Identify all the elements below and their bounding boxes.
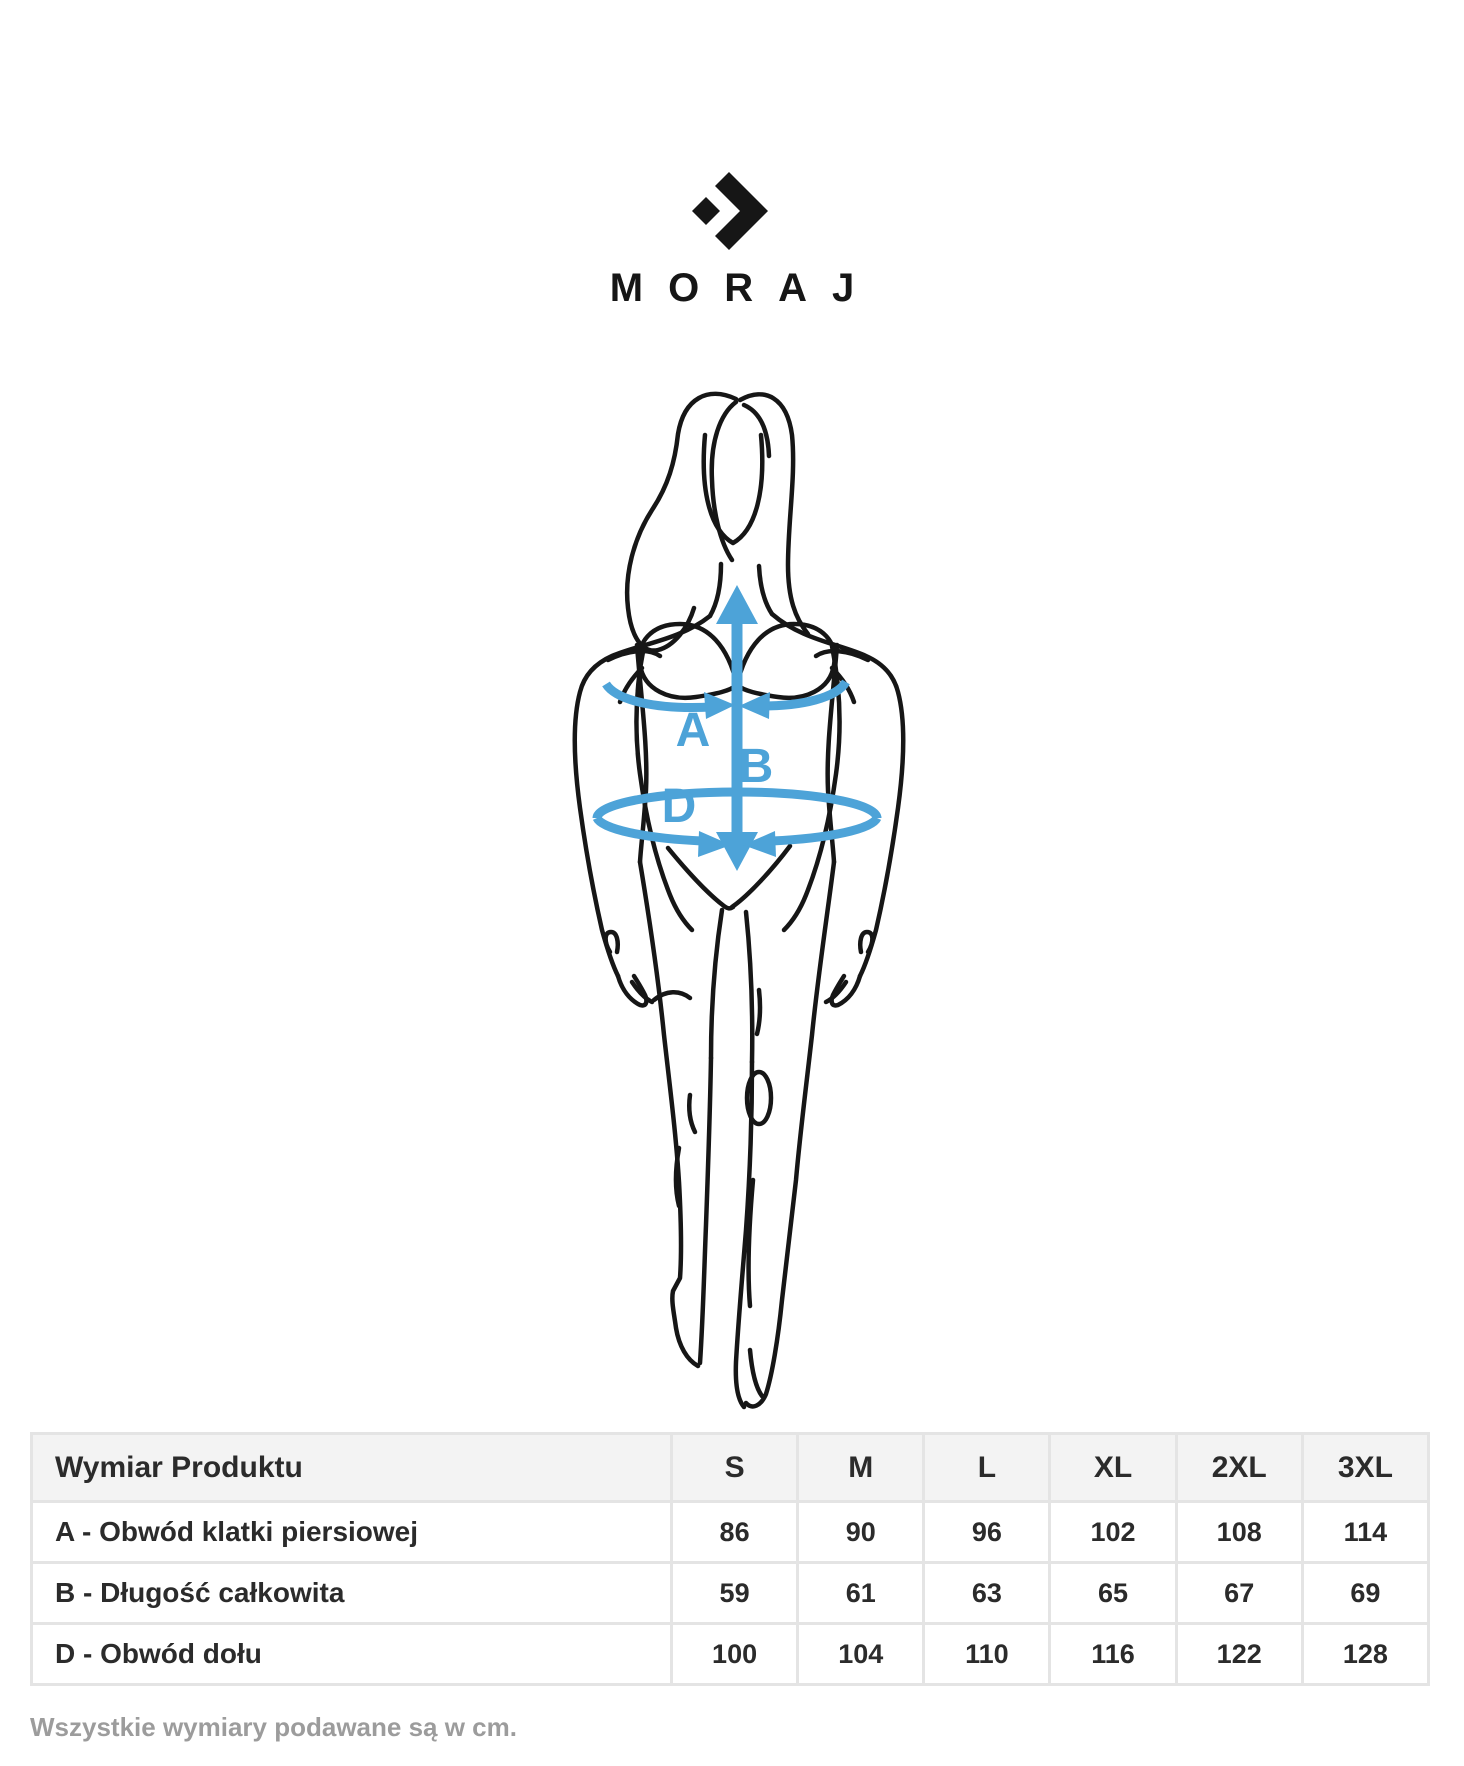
size-value-cell: 114 (1302, 1502, 1428, 1563)
size-value-cell: 128 (1302, 1624, 1428, 1685)
column-header-2xl: 2XL (1176, 1434, 1302, 1502)
size-value-cell: 116 (1050, 1624, 1176, 1685)
row-label-b: B - Długość całkowita (32, 1563, 672, 1624)
column-header-3xl: 3XL (1302, 1434, 1428, 1502)
moraj-logo-icon (682, 170, 782, 250)
column-header-l: L (924, 1434, 1050, 1502)
size-value-cell: 122 (1176, 1624, 1302, 1685)
column-header-s: S (672, 1434, 798, 1502)
arrow-a-right-head (739, 692, 770, 719)
size-value-cell: 110 (924, 1624, 1050, 1685)
units-note: Wszystkie wymiary podawane są w cm. (30, 1712, 517, 1742)
row-label-a: A - Obwód klatki piersiowej (32, 1502, 672, 1563)
column-header-measure: Wymiar Produktu (32, 1434, 672, 1502)
size-value-cell: 67 (1176, 1563, 1302, 1624)
body-outline (575, 394, 904, 1407)
brand-logo (682, 170, 782, 250)
measurement-label-b: B (738, 740, 774, 793)
size-guide-figure (540, 350, 940, 1430)
size-value-cell: 90 (798, 1502, 924, 1563)
size-value-cell: 65 (1050, 1563, 1176, 1624)
size-value-cell: 63 (924, 1563, 1050, 1624)
measurement-arrows (597, 585, 877, 871)
size-value-cell: 59 (672, 1563, 798, 1624)
measurement-label-a: A (675, 704, 711, 757)
measurement-label-d: D (661, 780, 697, 833)
size-value-cell: 61 (798, 1563, 924, 1624)
logo-chevron-shape (715, 172, 768, 250)
table-row-length (32, 1563, 1429, 1624)
table-row-bottom (32, 1624, 1429, 1685)
female-figure-illustration (540, 350, 940, 1430)
row-label-d: D - Obwód dołu (32, 1624, 672, 1685)
table-row-chest (32, 1502, 1429, 1563)
arrow-b-head-top (716, 585, 758, 624)
size-value-cell: 86 (672, 1502, 798, 1563)
size-value-cell: 69 (1302, 1563, 1428, 1624)
column-header-xl: XL (1050, 1434, 1176, 1502)
column-header-m: M (798, 1434, 924, 1502)
table-header-row (32, 1434, 1429, 1502)
brand-name: MORAJ (609, 266, 880, 310)
size-value-cell: 100 (672, 1624, 798, 1685)
size-value-cell: 108 (1176, 1502, 1302, 1563)
size-table (30, 1432, 1430, 1686)
size-value-cell: 102 (1050, 1502, 1176, 1563)
logo-diamond-shape (692, 197, 720, 225)
size-value-cell: 96 (924, 1502, 1050, 1563)
arrow-b-head-bottom (716, 832, 758, 871)
size-value-cell: 104 (798, 1624, 924, 1685)
